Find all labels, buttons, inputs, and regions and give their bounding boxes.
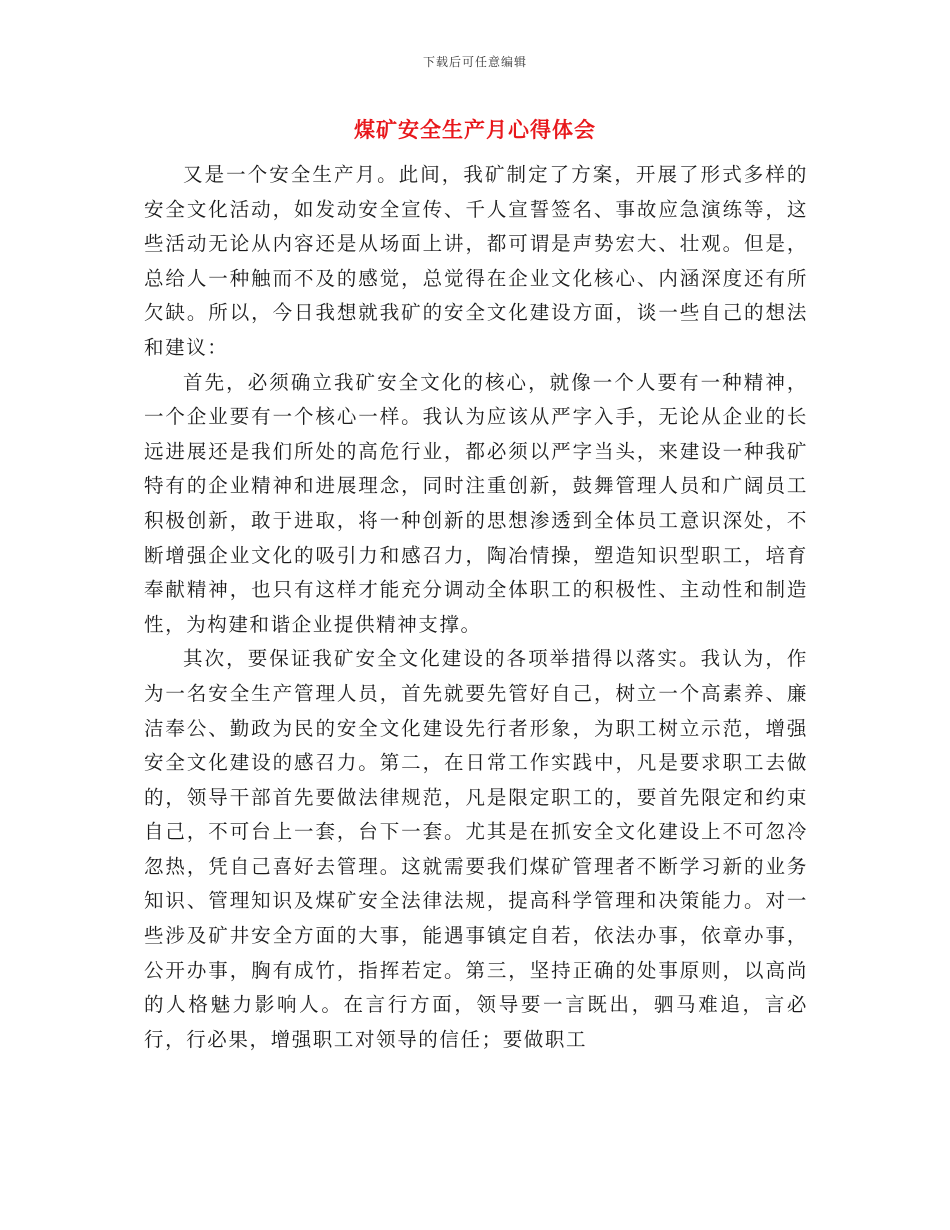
paragraph-first-point: 首先，必须确立我矿安全文化的核心，就像一个人要有一种精神，一个企业要有一个核心一样。我认为应该从严字入手，无论从企业的长远进展还是我们所处的高危行业，都必须以严字当头，来建设一种我矿特有的企业精神和进展理念，同时注重创新，鼓舞管理人员和广阔员工积极创新，敢于进取，将一种创新的思想渗透到全体员工意识深处，不断增强企业文化的吸引力和感召力，陶冶情操，塑造知识型职工，培育奉献精神，也只有这样才能充分调动全体职工的积极性、主动性和制造性，为构建和谐企业提供精神支撑。 bbox=[144, 370, 808, 636]
header-note: 下载后可任意编辑 bbox=[422, 55, 527, 69]
paragraph-intro: 又是一个安全生产月。此间，我矿制定了方案，开展了形式多样的安全文化活动，如发动安全宣传、千人宣誓签名、事故应急演练等，这些活动无论从内容还是从场面上讲，都可谓是声势宏大、壮观。但是，总给人一种触而不及的感觉，总觉得在企业文化核心、内涵深度还有所欠缺。所以，今日我想就我矿的安全文化建设方面，谈一些自己的想法和建议： bbox=[144, 163, 808, 359]
page-title: 煤矿安全生产月心得体会 bbox=[354, 117, 596, 142]
document-body bbox=[144, 158, 808, 1057]
paragraph-second-point: 其次，要保证我矿安全文化建设的各项举措得以落实。我认为，作为一名安全生产管理人员，首先就要先管好自己，树立一个高素养、廉洁奉公、勤政为民的安全文化建设先行者形象，为职工树立示范，增强安全文化建设的感召力。第二，在日常工作实践中，凡是要求职工去做的，领导干部首先要做法律规范，凡是限定职工的，要首先限定和约束自己，不可台上一套，台下一套。尤其是在抓安全文化建设上不可忽冷忽热，凭自己喜好去管理。这就需要我们煤矿管理者不断学习新的业务知识、管理知识及煤矿安全法律法规，提高科学管理和决策能力。对一些涉及矿井安全方面的大事，能遇事镇定自若，依法办事，依章办事，公开办事，胸有成竹，指挥若定。第三，坚持正确的处事原则，以高尚的人格魅力影响人。在言行方面，领导要一言既出，驷马难追，言必行，行必果，增强职工对领导的信任；要做职工 bbox=[144, 647, 808, 1051]
